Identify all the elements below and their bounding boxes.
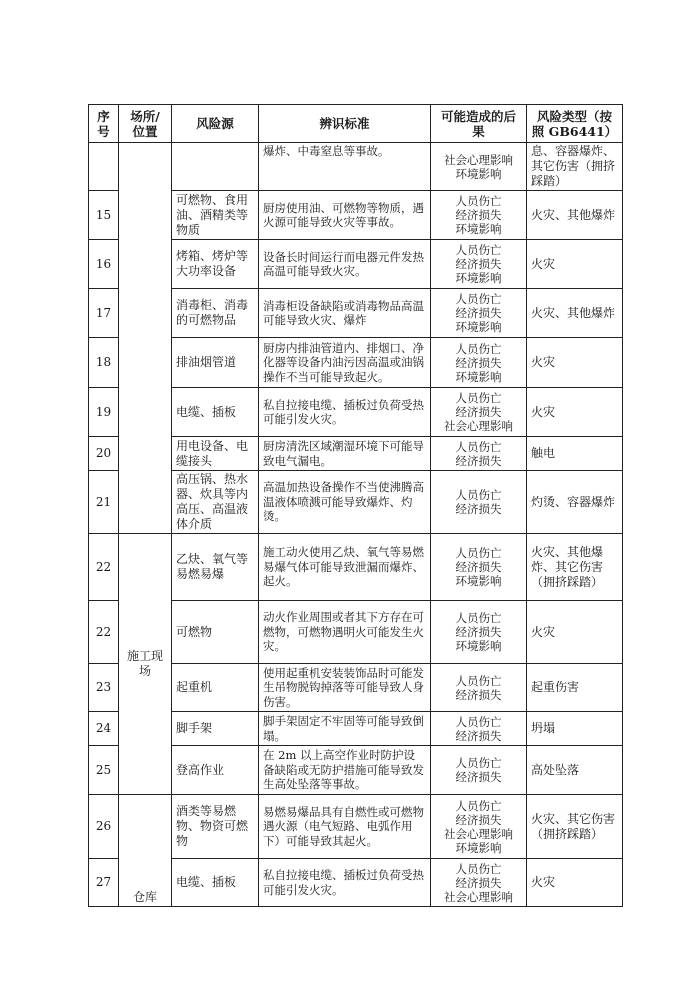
row-consequences: 人员伤亡 经济损失 [431, 664, 527, 712]
row-consequences: 人员伤亡 经济损失 [431, 746, 527, 795]
row-no: 20 [89, 437, 119, 471]
row-source: 电缆、插板 [172, 859, 259, 907]
row-source [172, 143, 259, 191]
row-consequences: 人员伤亡 经济损失 环境影响 [431, 601, 527, 664]
row-consequences: 人员伤亡 经济损失 [431, 712, 527, 746]
row-criteria: 私自拉接电缆、插板过负荷受热可能引发火灾。 [259, 388, 431, 437]
header-risk-type: 风险类型（按 照 GB6441） [527, 105, 623, 143]
row-source: 脚手架 [172, 712, 259, 746]
row-criteria: 脚手架固定不牢固等可能导致倒塌。 [259, 712, 431, 746]
row-no [89, 143, 119, 191]
row-criteria: 施工动火使用乙炔、氧气等易燃易爆气体可能导致泄漏而爆炸、起火。 [259, 534, 431, 601]
row-risk-type: 火灾、其它伤害（拥挤踩踏） [527, 795, 623, 859]
row-source: 起重机 [172, 664, 259, 712]
row-risk-type: 火灾 [527, 338, 623, 388]
row-risk-type: 灼烫、容器爆炸 [527, 471, 623, 534]
row-source: 可燃物 [172, 601, 259, 664]
row-criteria: 厨房使用油、可燃物等物质，遇火源可能导致火灾等事故。 [259, 191, 431, 240]
row-source: 排油烟管道 [172, 338, 259, 388]
row-criteria: 在 2m 以上高空作业时防护设备缺陷或无防护措施可能导致发生高处坠落等事故。 [259, 746, 431, 795]
row-no: 21 [89, 471, 119, 534]
row-risk-type: 息、容器爆炸、其它伤害（拥挤踩踏） [527, 143, 623, 191]
row-source: 烤箱、烤炉等大功率设备 [172, 240, 259, 289]
row-source: 可燃物、食用油、酒精类等物质 [172, 191, 259, 240]
place-cell-blank [119, 143, 172, 534]
row-consequences: 人员伤亡 经济损失 社会心理影响 [431, 859, 527, 907]
header-consequence: 可能造成的后 果 [431, 105, 527, 143]
table-row [89, 795, 623, 859]
row-criteria: 设备长时间运行而电器元件发热高温可能导致火灾。 [259, 240, 431, 289]
table-header-row [89, 105, 623, 143]
header-place: 场所/ 位置 [119, 105, 172, 143]
row-consequences: 社会心理影响 环境影响 [431, 143, 527, 191]
place-construction-site: 施工现场 [119, 534, 172, 795]
row-consequences: 人员伤亡 经济损失 环境影响 [431, 289, 527, 338]
header-criteria: 辨识标准 [259, 105, 431, 143]
row-source: 乙炔、氧气等易燃易爆 [172, 534, 259, 601]
row-criteria: 厨房内排油管道内、排烟口、净化器等设备内油污因高温或油锅操作不当可能导致起火。 [259, 338, 431, 388]
row-no: 25 [89, 746, 119, 795]
row-risk-type: 火灾、其他爆炸 [527, 191, 623, 240]
row-consequences: 人员伤亡 经济损失 社会心理影响 环境影响 [431, 795, 527, 859]
row-source: 电缆、插板 [172, 388, 259, 437]
row-consequences: 人员伤亡 经济损失 环境影响 [431, 534, 527, 601]
row-risk-type: 火灾 [527, 240, 623, 289]
row-risk-type: 火灾 [527, 859, 623, 907]
row-no: 19 [89, 388, 119, 437]
row-consequences: 人员伤亡 经济损失 环境影响 [431, 338, 527, 388]
place-warehouse: 仓库 [119, 795, 172, 907]
header-source: 风险源 [172, 105, 259, 143]
row-risk-type: 高处坠落 [527, 746, 623, 795]
row-no: 24 [89, 712, 119, 746]
table-row [89, 143, 623, 191]
row-consequences: 人员伤亡 经济损失 [431, 437, 527, 471]
row-criteria: 高温加热设备操作不当使沸腾高温液体喷溅可能导致爆炸、灼烫。 [259, 471, 431, 534]
row-source: 用电设备、电缆接头 [172, 437, 259, 471]
row-risk-type: 火灾 [527, 601, 623, 664]
row-risk-type: 坍塌 [527, 712, 623, 746]
row-no: 22 [89, 534, 119, 601]
row-risk-type: 火灾 [527, 388, 623, 437]
row-criteria: 动火作业周围或者其下方存在可燃物，可燃物遇明火可能发生火灾。 [259, 601, 431, 664]
row-consequences: 人员伤亡 经济损失 社会心理影响 [431, 388, 527, 437]
risk-identification-table [88, 104, 623, 907]
table-row [89, 534, 623, 601]
row-risk-type: 火灾、其他爆炸 [527, 289, 623, 338]
row-risk-type: 起重伤害 [527, 664, 623, 712]
row-risk-type: 触电 [527, 437, 623, 471]
row-source: 登高作业 [172, 746, 259, 795]
row-no: 23 [89, 664, 119, 712]
row-consequences: 人员伤亡 经济损失 [431, 471, 527, 534]
row-consequences: 人员伤亡 经济损失 环境影响 [431, 191, 527, 240]
risk-table-page [88, 104, 622, 907]
row-source: 消毒柜、消毒的可燃物品 [172, 289, 259, 338]
row-source: 酒类等易燃物、物资可燃物 [172, 795, 259, 859]
header-no: 序 号 [89, 105, 119, 143]
row-criteria: 厨房清洗区域潮湿环境下可能导致电气漏电。 [259, 437, 431, 471]
row-no: 26 [89, 795, 119, 859]
row-criteria: 消毒柜设备缺陷或消毒物品高温可能导致火灾、爆炸 [259, 289, 431, 338]
row-no: 27 [89, 859, 119, 907]
row-no: 17 [89, 289, 119, 338]
row-criteria: 爆炸、中毒窒息等事故。 [259, 143, 431, 191]
row-criteria: 使用起重机安装装饰品时可能发生吊物脱钩掉落等可能导致人身伤害。 [259, 664, 431, 712]
row-criteria: 私自拉接电缆、插板过负荷受热可能引发火灾。 [259, 859, 431, 907]
row-criteria: 易燃易爆品具有自燃性或可燃物遇火源（电气短路、电弧作用下）可能导致其起火。 [259, 795, 431, 859]
row-no: 22 [89, 601, 119, 664]
row-no: 18 [89, 338, 119, 388]
row-risk-type: 火灾、其他爆炸、其它伤害（拥挤踩踏） [527, 534, 623, 601]
row-consequences: 人员伤亡 经济损失 环境影响 [431, 240, 527, 289]
row-no: 16 [89, 240, 119, 289]
row-source: 高压锅、热水器、炊具等内高压、高温液体介质 [172, 471, 259, 534]
row-no: 15 [89, 191, 119, 240]
